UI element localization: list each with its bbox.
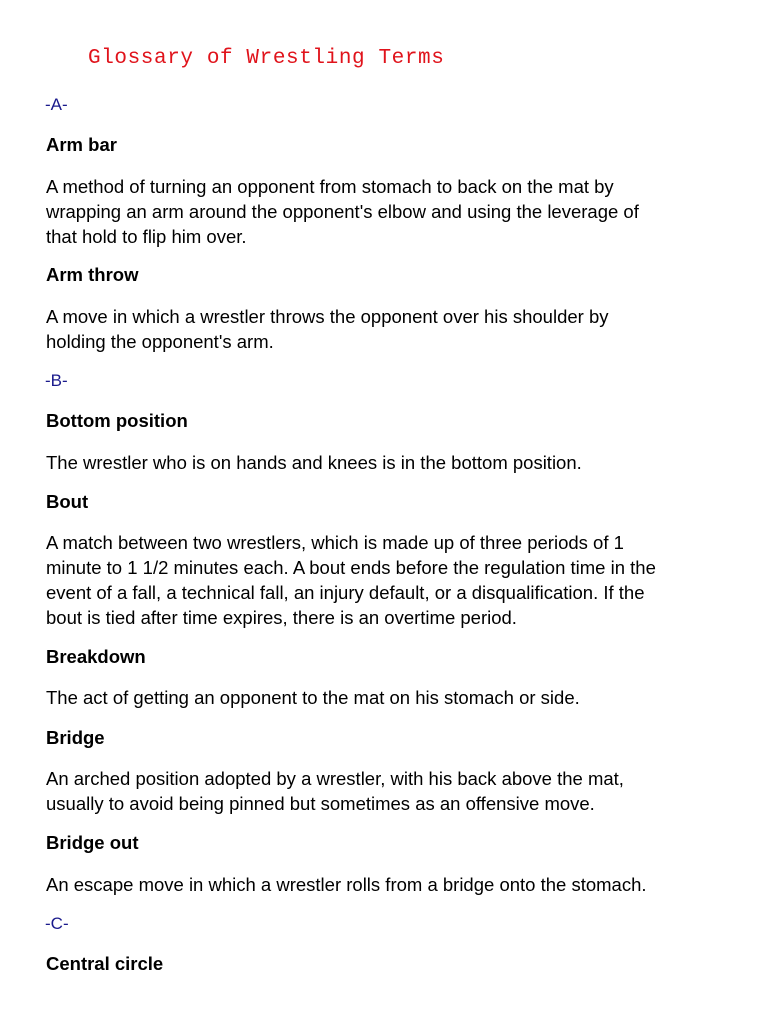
definition-line: holding the opponent's arm. xyxy=(46,331,274,352)
definition-breakdown xyxy=(46,685,736,710)
definition-arm-throw xyxy=(46,304,736,354)
definition-line: usually to avoid being pinned but sometimes as an offensive move. xyxy=(46,793,595,814)
definition-bridge xyxy=(46,766,736,816)
definition-bout xyxy=(46,530,736,630)
term-bottom-position: Bottom position xyxy=(46,410,188,431)
definition-bottom-position xyxy=(46,450,736,475)
term-arm-throw: Arm throw xyxy=(46,264,139,285)
definition-line: The wrestler who is on hands and knees is in the bottom position. xyxy=(46,452,582,473)
definition-line: An arched position adopted by a wrestler, with his back above the mat, xyxy=(46,768,624,789)
definition-line: An escape move in which a wrestler rolls from a bridge onto the stomach. xyxy=(46,874,647,895)
term-bridge: Bridge xyxy=(46,727,105,748)
term-bout: Bout xyxy=(46,491,89,512)
term-arm-bar: Arm bar xyxy=(46,134,117,155)
definition-bridge-out xyxy=(46,872,736,897)
term-central-circle: Central circle xyxy=(46,953,164,974)
section-letter-a: -A- xyxy=(45,95,68,114)
definition-line: A method of turning an opponent from stomach to back on the mat by xyxy=(46,176,614,197)
definition-line: that hold to flip him over. xyxy=(46,226,247,247)
definition-line: A match between two wrestlers, which is made up of three periods of 1 xyxy=(46,532,624,553)
definition-arm-bar xyxy=(46,174,736,249)
page-title: Glossary of Wrestling Terms xyxy=(88,47,445,70)
definition-line: bout is tied after time expires, there is an overtime period. xyxy=(46,607,517,628)
definition-line: event of a fall, a technical fall, an injury default, or a disqualification. If the xyxy=(46,582,645,603)
definition-line: wrapping an arm around the opponent's elbow and using the leverage of xyxy=(46,201,639,222)
section-letter-b: -B- xyxy=(45,371,68,390)
definition-line: minute to 1 1/2 minutes each. A bout ends before the regulation time in the xyxy=(46,557,656,578)
term-breakdown: Breakdown xyxy=(46,646,146,667)
term-bridge-out: Bridge out xyxy=(46,832,139,853)
definition-line: The act of getting an opponent to the mat on his stomach or side. xyxy=(46,687,580,708)
section-letter-c: -C- xyxy=(45,914,69,933)
definition-line: A move in which a wrestler throws the opponent over his shoulder by xyxy=(46,306,609,327)
